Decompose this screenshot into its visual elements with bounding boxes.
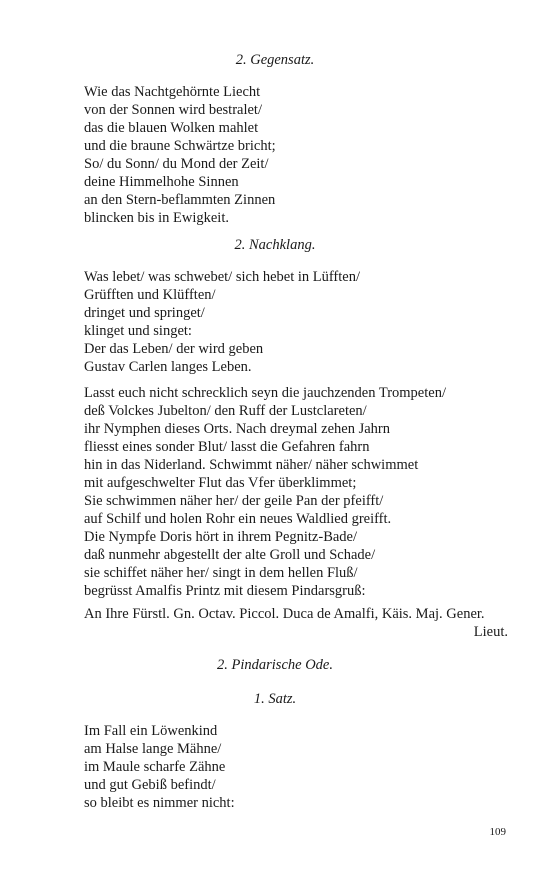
verse-line: auf Schilf und holen Rohr ein neues Waldlied greifft. bbox=[84, 511, 392, 527]
verse-line: begrüsst Amalfis Printz mit diesem Pindarsgruß: bbox=[84, 583, 366, 599]
heading-satz: 1. Satz. bbox=[253, 691, 297, 707]
verse-line: daß nunmehr abgestellt der alte Groll und Schade/ bbox=[84, 547, 376, 563]
verse-line: Die Nympfe Doris hört in ihrem Pegnitz-Bade/ bbox=[84, 529, 358, 545]
verse-line: mit aufgeschwelter Flut das Vfer überklimmet; bbox=[84, 475, 357, 491]
verse-line: Lasst euch nicht schrecklich seyn die jauchzenden Trompeten/ bbox=[84, 385, 446, 401]
verse-line: Grüfften und Klüfften/ bbox=[84, 287, 216, 303]
stanza-gegensatz bbox=[84, 83, 508, 227]
verse-line: klinget und singet: bbox=[84, 323, 192, 339]
dedication bbox=[84, 605, 508, 641]
verse-line: und die braune Schwärtze bricht; bbox=[84, 138, 276, 154]
verse-line: deß Volckes Jubelton/ den Ruff der Lustclareten/ bbox=[84, 403, 367, 419]
verse-line: am Halse lange Mähne/ bbox=[84, 741, 222, 757]
verse-line: Im Fall ein Löwenkind bbox=[84, 723, 218, 739]
stanza-trompeten bbox=[84, 384, 508, 600]
verse-line: von der Sonnen wird bestralet/ bbox=[84, 102, 262, 118]
verse-line: und gut Gebiß befindt/ bbox=[84, 777, 216, 793]
dedication-line: An Ihre Fürstl. Gn. Octav. Piccol. Duca de Amalfi, Käis. Maj. Gener. bbox=[84, 606, 485, 622]
verse-line: das die blauen Wolken mahlet bbox=[84, 120, 259, 136]
page-number: 109 bbox=[489, 826, 506, 838]
verse-line: Was lebet/ was schwebet/ sich hebet in Lüfften/ bbox=[84, 269, 360, 285]
stanza-satz bbox=[84, 722, 508, 812]
verse-line: Wie das Nachtgehörnte Liecht bbox=[84, 84, 261, 100]
heading-pindarische-ode: 2. Pindarische Ode. bbox=[217, 657, 333, 673]
verse-line: sie schiffet näher her/ singt in dem hellen Fluß/ bbox=[84, 565, 358, 581]
verse-line: Gustav Carlen langes Leben. bbox=[84, 359, 252, 375]
verse-line: ihr Nymphen dieses Orts. Nach dreymal zehen Jahrn bbox=[84, 421, 391, 437]
verse-line: deine Himmelhohe Sinnen bbox=[84, 174, 239, 190]
verse-line: Sie schwimmen näher her/ der geile Pan der pfeifft/ bbox=[84, 493, 384, 509]
verse-line: im Maule scharfe Zähne bbox=[84, 759, 226, 775]
verse-line: fliesst eines sonder Blut/ lasst die Gefahren fahrn bbox=[84, 439, 370, 455]
verse-line: so bleibt es nimmer nicht: bbox=[84, 795, 235, 811]
verse-line: hin in das Niderland. Schwimmt näher/ näher schwimmet bbox=[84, 457, 419, 473]
verse-line: Der das Leben/ der wird geben bbox=[84, 341, 264, 357]
verse-line: an den Stern-beflammten Zinnen bbox=[84, 192, 276, 208]
verse-line: dringet und springet/ bbox=[84, 305, 205, 321]
stanza-nachklang bbox=[84, 268, 508, 376]
verse-line: blincken bis in Ewigkeit. bbox=[84, 210, 229, 226]
heading-nachklang: 2. Nachklang. bbox=[234, 237, 316, 253]
dedication-line: Lieut. bbox=[473, 624, 508, 640]
heading-gegensatz: 2. Gegensatz. bbox=[235, 52, 315, 68]
verse-line: So/ du Sonn/ du Mond der Zeit/ bbox=[84, 156, 269, 172]
